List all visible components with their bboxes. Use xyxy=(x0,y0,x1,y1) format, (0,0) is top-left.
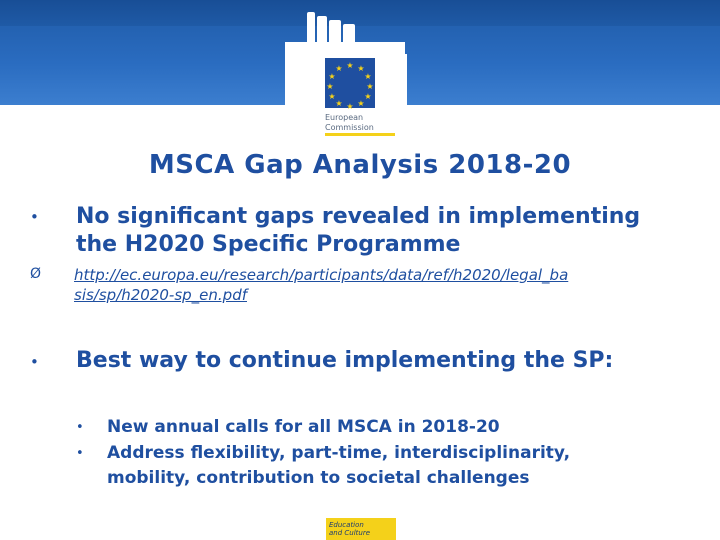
bullet-3-text: Best way to continue implementing the SP: xyxy=(76,348,614,373)
education-culture-badge xyxy=(326,518,396,540)
logo-line-1: European xyxy=(325,113,364,122)
svg-text:★: ★ xyxy=(346,61,354,70)
svg-text:★: ★ xyxy=(364,72,372,81)
slide-title: MSCA Gap Analysis 2018-20 xyxy=(148,150,572,180)
bullet-marker-3: • xyxy=(30,353,39,371)
svg-text:★: ★ xyxy=(326,82,334,91)
h2020-legal-basis-link-line-2[interactable]: sis/sp/h2020-sp_en.pdf xyxy=(74,286,247,304)
bullet-marker-1: • xyxy=(30,208,39,226)
sub-bullet-2-line-1: Address flexibility, part-time, interdisciplinarity, xyxy=(107,443,571,463)
svg-text:★: ★ xyxy=(346,102,354,111)
sub-bullet-marker-1: • xyxy=(76,420,84,435)
svg-text:★: ★ xyxy=(335,64,343,73)
footer-line-2: and Culture xyxy=(329,529,371,537)
h2020-legal-basis-link-line-1[interactable]: http://ec.europa.eu/research/participants/data/ref/h2020/legal_ba xyxy=(74,266,569,284)
svg-text:★: ★ xyxy=(328,72,336,81)
european-commission-logo xyxy=(285,6,407,140)
sub-bullet-2-line-2: mobility, contribution to societal challenges xyxy=(107,468,530,488)
svg-text:★: ★ xyxy=(364,92,372,101)
logo-line-2: Commission xyxy=(325,123,374,132)
bullet-1-line-2: the H2020 Specific Programme xyxy=(76,232,461,257)
footer-line-1: Education xyxy=(329,521,364,529)
arrow-bullet-marker: Ø xyxy=(30,266,42,282)
svg-text:★: ★ xyxy=(335,99,343,108)
sub-bullet-marker-2: • xyxy=(76,446,84,461)
sub-bullet-1-text: New annual calls for all MSCA in 2018-20 xyxy=(107,417,500,437)
svg-text:★: ★ xyxy=(357,99,365,108)
svg-text:★: ★ xyxy=(357,64,365,73)
svg-text:★: ★ xyxy=(328,92,336,101)
bullet-1-line-1: No significant gaps revealed in implementing xyxy=(76,204,641,229)
svg-text:★: ★ xyxy=(366,82,374,91)
ec-building-icon xyxy=(285,6,407,140)
